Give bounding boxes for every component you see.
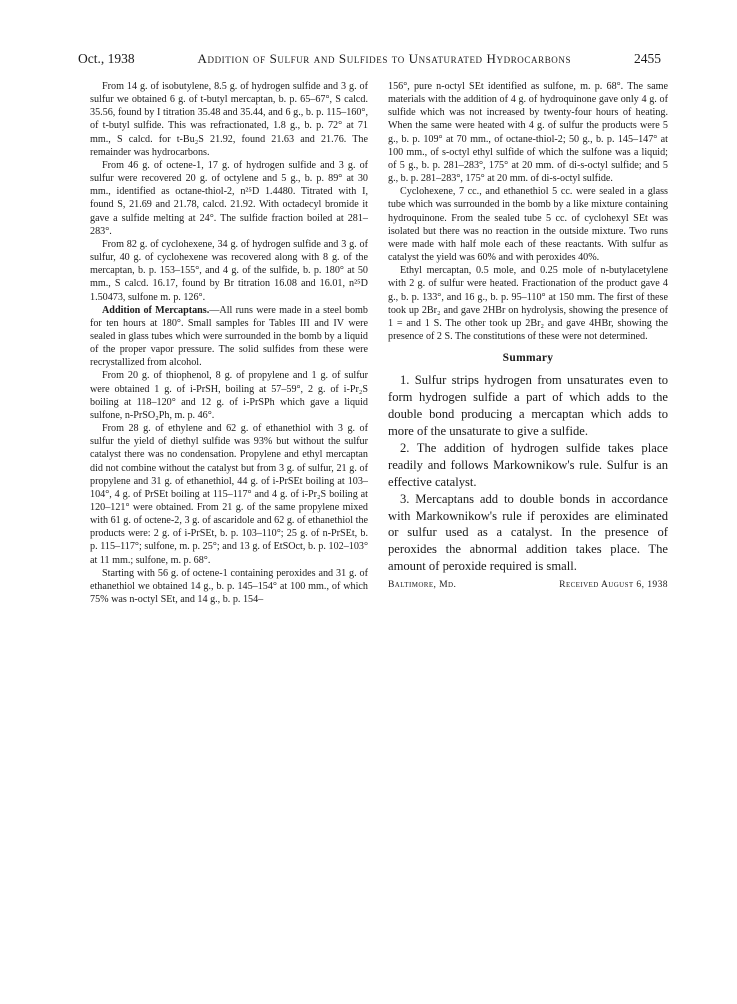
paragraph-thiophenol: From 20 g. of thiophenol, 8 g. of propylene and 1 g. of sulfur were obtained 1 g. of i-PrSH, boiling at 57–59°, 2 g. of i-Pr₂S boiling at 118–120° and 12 g. of i-PrSPh which gave a liquid sulfone, n-PrSO₂Ph, m. p. 46°. bbox=[90, 370, 368, 421]
paragraph-mercaptans bbox=[90, 304, 368, 370]
paragraph-cyclohexene: From 82 g. of cyclohexene, 34 g. of hydrogen sulfide and 3 g. of sulfur, 40 g. of cyclohexene was recovered along with 8 g. of the mercaptan, b. p. 153–155°, and 4 g. of the sulfide, b. p. 180° at 50 mm., S calcd. 16.17, found by Br titration 16.08 and 16.01, n²⁵D 1.50473, sulfone m. p. 126°. bbox=[90, 238, 368, 303]
summary-section bbox=[388, 372, 668, 575]
summary-point-1: 1. Sulfur strips hydrogen from unsaturates even to form hydrogen sulfide a part of which adds to the double bond producing a mercaptan which adds to more of the unsaturate to give a sulfide. bbox=[388, 373, 668, 438]
paragraph-mercaptans-text: —All runs were made in a steel bomb for ten hours at 180°. Small samples for Tables III and IV were sealed in glass tubes which were surrounded in the bomb by a liquid of the proper vapor pressure. The solid sulfides from these were recrystallized from alcohol. bbox=[90, 304, 368, 369]
paragraph-butylacetylene: Ethyl mercaptan, 0.5 mole, and 0.25 mole of n-butylacetylene with 2 g. of sulfur were heated. Fractionation of the product gave 4 g., b. p. 133°, and 16 g., b. p. 95–110° at 150 mm. The first of these took up 2Br₂ and gave 2HBr on hydrolysis, showing the presence of 1 = and 1 S. The other took up 2Br₂ and gave 4HBr, showing the presence of 2 S. The constitutions of these were not determined. bbox=[388, 265, 668, 342]
paragraph-continued: 156°, pure n-octyl SEt identified as sulfone, m. p. 68°. The same materials with the addition of 4 g. of hydroquinone gave only 4 g. of sulfide which was not increased by twenty-four hours of heating. When the same were heated with 4 g. of sulfur the products were 5 g., b. p. 109° at 70 mm., of octane-thiol-2; 50 g., b. p. 145–147° at 100 mm., of s-octyl ethyl sulfide of which the sulfone was a liquid; of 5 g., b. p. 281–283°, 175° at 20 mm. of di-s-octyl sulfide; and 5 g., b. p. 281–283°, 175° at 20 mm. of di-s-octyl sulfide. bbox=[388, 81, 668, 185]
article-footer bbox=[388, 578, 668, 591]
running-title: Addition of Sulfur and Sulfides to Unsaturated Hydrocarbons bbox=[197, 51, 572, 66]
right-column bbox=[388, 80, 668, 591]
page-number: 2455 bbox=[633, 51, 661, 66]
paragraph-ethylene: From 28 g. of ethylene and 62 g. of ethanethiol with 3 g. of sulfur the yield of diethyl sulfide was 93% but without the sulfur catalyst there was no condensation. Propylene and ethyl mercaptan did not combine without the catalyst but from 3 g. of sulfur, 21 g. of propylene and 31 g. of ethanethiol, 44 g. of i-PrSEt boiling at 103–104°, 4 g. of PrSEt boiling at 115–117° and 4 g. of i-Pr₂S boiling at 120–121° were obtained. From 21 g. of the same propylene mixed with 61 g. of octene-2, 3 g. of ascaridole and 62 g. of ethanethiol the products were: 2 g. of i-PrSEt, b. p. 103–110°; 25 g. of n-PrSEt, b. p. 115–117°; sulfone, m. p. 25°; and 13 g. of EtSOct, b. p. 102–103° at 11 mm.; sulfone, m. p. 68°. bbox=[90, 423, 368, 566]
paragraph-octene: From 46 g. of octene-1, 17 g. of hydrogen sulfide and 3 g. of sulfur were recovered 20 g. of octylene and 5 g., b. p. 89° at 30 mm., identified as octane-thiol-2, n²⁵D 1.4480. Titrated with I, found S, 21.69 and 21.78, calcd. 21.92. With octadecyl bromide it gave a sulfide melting at 24°. The sulfide fraction boiled at 281–283°. bbox=[90, 159, 368, 237]
summary-heading: Summary bbox=[502, 352, 554, 365]
left-column bbox=[90, 80, 368, 606]
paragraph-octene-peroxides: Starting with 56 g. of octene-1 containing peroxides and 31 g. of ethanethiol we obtained 14 g., b. p. 145–154° at 100 mm., of which 75% was n-octyl SEt, and 14 g., b. p. 154– bbox=[90, 567, 368, 606]
received-date: Received August 6, 1938 bbox=[559, 579, 668, 591]
running-header bbox=[78, 51, 661, 71]
issue-date: Oct., 1938 bbox=[78, 51, 135, 66]
author-location: Baltimore, Md. bbox=[388, 579, 457, 591]
section-heading-mercaptans: Addition of Mercaptans. bbox=[102, 304, 210, 316]
summary-point-3: 3. Mercaptans add to double bonds in accordance with Markownikow's rule if peroxides are eliminated or sulfur used as a catalyst. In the presence of peroxides the abnormal addition takes place. The amount of peroxide required is small. bbox=[388, 491, 668, 574]
paragraph-cyclohexene-tube: Cyclohexene, 7 cc., and ethanethiol 5 cc. were sealed in a glass tube which was surrounded in the bomb by a like mixture containing hydroquinone. From the sealed tube 5 cc. of cyclohexyl SEt was isolated but there was no reaction in the outside mixture. Two runs were made with half mole each of these reactants. With sulfur as catalyst the yield was 60% and with peroxides 40%. bbox=[388, 186, 668, 264]
summary-point-2: 2. The addition of hydrogen sulfide takes place readily and follows Markownikow's rule. Sulfur is an effective catalyst. bbox=[388, 440, 668, 489]
paragraph-isobutylene: From 14 g. of isobutylene, 8.5 g. of hydrogen sulfide and 3 g. of sulfur we obtained 6 g. of t-butyl mercaptan, b. p. 65–67°, S calcd. 35.56, found by I titration 35.48 and 35.44, and 6 g., b. p. 115–160°, of t-butyl sulfide. This was refractionated, 1.8 g., b. p. 72° at 71 mm., S calcd. for t-Bu₂S 21.92, found 21.63 and 21.76. The remainder was hydrocarbons. bbox=[90, 81, 368, 158]
